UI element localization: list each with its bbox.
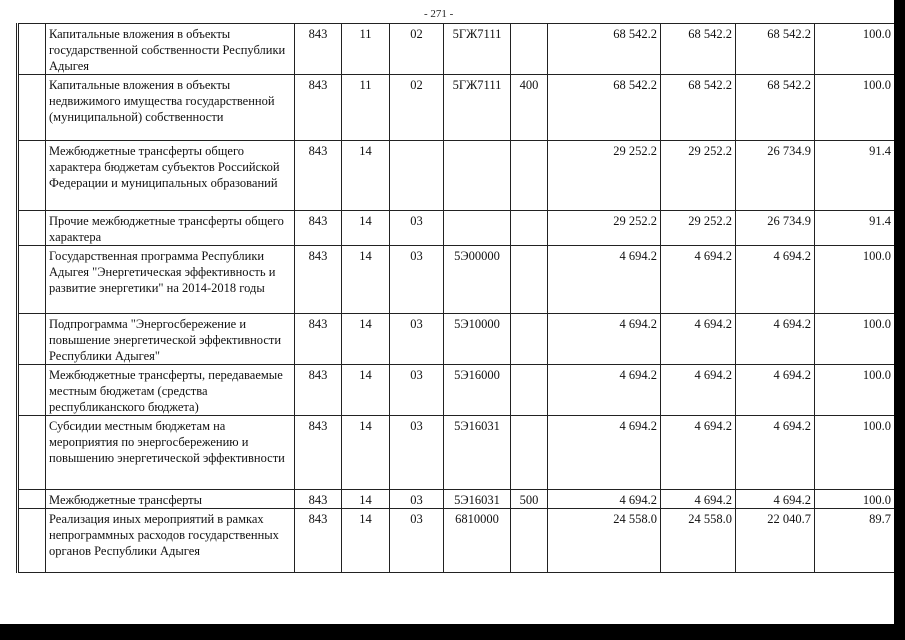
dept-code: 843 xyxy=(295,75,342,141)
target-article-code: 5Э16031 xyxy=(444,416,511,490)
table-row xyxy=(18,211,895,246)
dept-code: 843 xyxy=(295,211,342,246)
subsection-code xyxy=(390,141,444,211)
item-name: Межбюджетные трансферты общего характера бюджетам субъектов Российской Федерации и муниципальных образований xyxy=(46,141,295,211)
target-article-code: 5ГЖ7111 xyxy=(444,24,511,75)
execution-percent: 100.0 xyxy=(815,246,895,314)
table-row xyxy=(18,24,895,75)
approved-amount: 4 694.2 xyxy=(548,365,661,416)
executed-amount: 68 542.2 xyxy=(736,75,815,141)
row-margin-cell xyxy=(18,211,46,246)
item-name: Капитальные вложения в объекты недвижимого имущества государственной (муниципальной) собственности xyxy=(46,75,295,141)
revised-amount: 29 252.2 xyxy=(661,141,736,211)
executed-amount: 4 694.2 xyxy=(736,490,815,509)
revised-amount: 4 694.2 xyxy=(661,314,736,365)
item-name: Межбюджетные трансферты xyxy=(46,490,295,509)
expense-type-code: 400 xyxy=(511,75,548,141)
subsection-code: 02 xyxy=(390,24,444,75)
revised-amount: 4 694.2 xyxy=(661,246,736,314)
executed-amount: 26 734.9 xyxy=(736,211,815,246)
dept-code: 843 xyxy=(295,490,342,509)
row-margin-cell xyxy=(18,416,46,490)
table-row xyxy=(18,509,895,573)
approved-amount: 4 694.2 xyxy=(548,246,661,314)
revised-amount: 24 558.0 xyxy=(661,509,736,573)
revised-amount: 4 694.2 xyxy=(661,416,736,490)
approved-amount: 68 542.2 xyxy=(548,75,661,141)
executed-amount: 68 542.2 xyxy=(736,24,815,75)
executed-amount: 4 694.2 xyxy=(736,416,815,490)
execution-percent: 100.0 xyxy=(815,365,895,416)
execution-percent: 100.0 xyxy=(815,75,895,141)
approved-amount: 29 252.2 xyxy=(548,211,661,246)
row-margin-cell xyxy=(18,246,46,314)
execution-percent: 89.7 xyxy=(815,509,895,573)
section-code: 14 xyxy=(342,490,390,509)
execution-percent: 91.4 xyxy=(815,141,895,211)
subsection-code: 03 xyxy=(390,314,444,365)
table-row xyxy=(18,314,895,365)
expense-type-code xyxy=(511,24,548,75)
section-code: 14 xyxy=(342,314,390,365)
section-code: 14 xyxy=(342,416,390,490)
subsection-code: 03 xyxy=(390,211,444,246)
item-name: Подпрограмма "Энергосбережение и повышение энергетической эффективности Республики Адыгея" xyxy=(46,314,295,365)
approved-amount: 24 558.0 xyxy=(548,509,661,573)
dept-code: 843 xyxy=(295,509,342,573)
row-margin-cell xyxy=(18,75,46,141)
subsection-code: 02 xyxy=(390,75,444,141)
section-code: 14 xyxy=(342,509,390,573)
approved-amount: 4 694.2 xyxy=(548,490,661,509)
subsection-code: 03 xyxy=(390,416,444,490)
dept-code: 843 xyxy=(295,314,342,365)
page-number: - 271 - xyxy=(424,8,454,20)
item-name: Государственная программа Республики Адыгея "Энергетическая эффективность и развитие энергетики" на 2014-2018 годы xyxy=(46,246,295,314)
execution-percent: 100.0 xyxy=(815,24,895,75)
expense-type-code xyxy=(511,246,548,314)
section-code: 14 xyxy=(342,365,390,416)
execution-percent: 91.4 xyxy=(815,211,895,246)
target-article-code xyxy=(444,211,511,246)
executed-amount: 4 694.2 xyxy=(736,365,815,416)
approved-amount: 29 252.2 xyxy=(548,141,661,211)
section-code: 14 xyxy=(342,246,390,314)
revised-amount: 68 542.2 xyxy=(661,75,736,141)
row-margin-cell xyxy=(18,24,46,75)
execution-percent: 100.0 xyxy=(815,314,895,365)
dept-code: 843 xyxy=(295,365,342,416)
row-margin-cell xyxy=(18,314,46,365)
target-article-code: 5Э16000 xyxy=(444,365,511,416)
approved-amount: 68 542.2 xyxy=(548,24,661,75)
expense-type-code xyxy=(511,365,548,416)
budget-table xyxy=(16,23,895,573)
target-article-code: 5ГЖ7111 xyxy=(444,75,511,141)
dept-code: 843 xyxy=(295,246,342,314)
executed-amount: 26 734.9 xyxy=(736,141,815,211)
section-code: 14 xyxy=(342,141,390,211)
table-row xyxy=(18,490,895,509)
section-code: 11 xyxy=(342,24,390,75)
target-article-code: 6810000 xyxy=(444,509,511,573)
expense-type-code xyxy=(511,211,548,246)
section-code: 14 xyxy=(342,211,390,246)
section-code: 11 xyxy=(342,75,390,141)
target-article-code xyxy=(444,141,511,211)
expense-type-code xyxy=(511,141,548,211)
row-margin-cell xyxy=(18,141,46,211)
scan-border-bottom xyxy=(0,624,905,640)
revised-amount: 4 694.2 xyxy=(661,365,736,416)
subsection-code: 03 xyxy=(390,509,444,573)
approved-amount: 4 694.2 xyxy=(548,416,661,490)
target-article-code: 5Э10000 xyxy=(444,314,511,365)
row-margin-cell xyxy=(18,490,46,509)
executed-amount: 22 040.7 xyxy=(736,509,815,573)
subsection-code: 03 xyxy=(390,246,444,314)
subsection-code: 03 xyxy=(390,490,444,509)
expense-type-code xyxy=(511,314,548,365)
table-row xyxy=(18,365,895,416)
revised-amount: 4 694.2 xyxy=(661,490,736,509)
expense-type-code xyxy=(511,509,548,573)
item-name: Прочие межбюджетные трансферты общего характера xyxy=(46,211,295,246)
executed-amount: 4 694.2 xyxy=(736,314,815,365)
expense-type-code: 500 xyxy=(511,490,548,509)
target-article-code: 5Э16031 xyxy=(444,490,511,509)
item-name: Реализация иных мероприятий в рамках непрограммных расходов государственных органов Республики Адыгея xyxy=(46,509,295,573)
dept-code: 843 xyxy=(295,24,342,75)
row-margin-cell xyxy=(18,365,46,416)
revised-amount: 68 542.2 xyxy=(661,24,736,75)
table-row xyxy=(18,416,895,490)
approved-amount: 4 694.2 xyxy=(548,314,661,365)
dept-code: 843 xyxy=(295,141,342,211)
revised-amount: 29 252.2 xyxy=(661,211,736,246)
subsection-code: 03 xyxy=(390,365,444,416)
execution-percent: 100.0 xyxy=(815,490,895,509)
table-row xyxy=(18,246,895,314)
execution-percent: 100.0 xyxy=(815,416,895,490)
scan-border-right xyxy=(894,0,905,640)
item-name: Капитальные вложения в объекты государственной собственности Республики Адыгея xyxy=(46,24,295,75)
table-row xyxy=(18,75,895,141)
dept-code: 843 xyxy=(295,416,342,490)
item-name: Межбюджетные трансферты, передаваемые местным бюджетам (средства республиканского бюджета) xyxy=(46,365,295,416)
target-article-code: 5Э00000 xyxy=(444,246,511,314)
executed-amount: 4 694.2 xyxy=(736,246,815,314)
table-row xyxy=(18,141,895,211)
row-margin-cell xyxy=(18,509,46,573)
item-name: Субсидии местным бюджетам на мероприятия по энергосбережению и повышению энергетической эффективности xyxy=(46,416,295,490)
expense-type-code xyxy=(511,416,548,490)
